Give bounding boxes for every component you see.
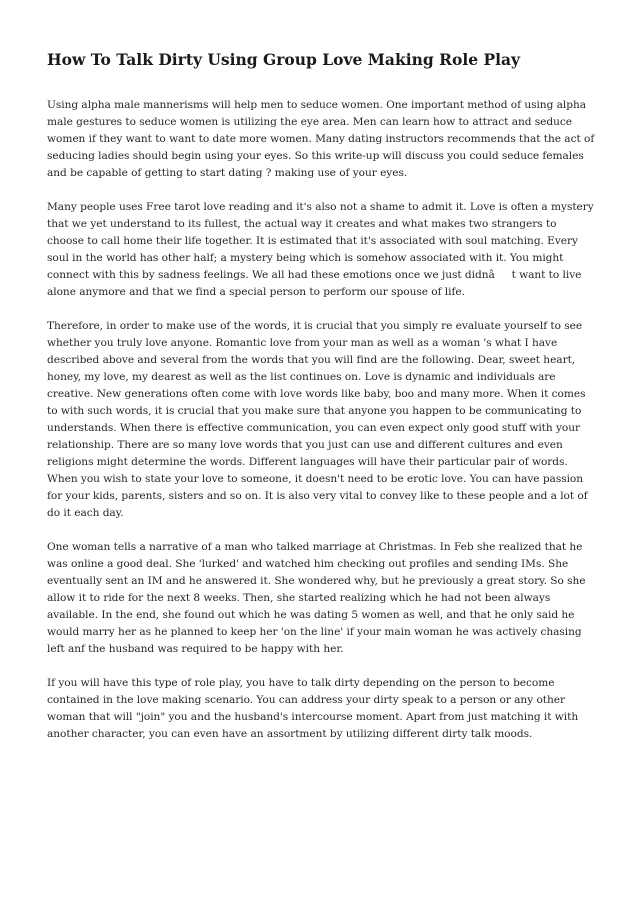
document-title: How To Talk Dirty Using Group Love Making Role Play <box>47 50 521 69</box>
paragraph-5: If you will have this type of role play, you have to talk dirty depending on the person to become contained in the love making scenario. You can address your dirty speak to a person or any other woman that will "join" you and the husband's intercourse moment. Apart from just matching it with another character, you can even have an assortment by utilizing different dirty talk moods. <box>47 677 579 740</box>
paragraph-1: Using alpha male mannerisms will help men to seduce women. One important method of using alpha male gestures to seduce women is utilizing the eye area. Men can learn how to attract and seduce women if they want to want to date more women. Many dating instructors recommends that the act of seducing ladies should begin using your eyes. So this write-up will discuss you could seduce females and be capable of getting to start dating ? making use of your eyes. <box>47 99 595 179</box>
paragraph-4: One woman tells a narrative of a man who talked marriage at Christmas. In Feb she realized that he was online a good deal. She 'lurked' and watched him checking out profiles and sending IMs. She eventually sent an IM and he answered it. She wondered why, but he previously a great story. So she allow it to ride for the next 8 weeks. Then, she started realizing which he had not been always available. In the end, she found out which he was dating 5 women as well, and that he only said he would marry her as he planned to keep her 'on the line' if your main woman he was actively chasing left anf the husband was required to be happy with her. <box>47 541 586 655</box>
paragraph-3: Therefore, in order to make use of the words, it is crucial that you simply re evaluate yourself to see whether you truly love anyone. Romantic love from your man as well as a woman 's what I have described above and several from the words that you will find are the following. Dear, sweet heart, honey, my love, my dearest as well as the list continues on. Love is dynamic and individuals are creative. New generations often come with love words like baby, boo and many more. When it comes to with such words, it is crucial that you make sure that anyone you happen to be communicating to understands. When there is effective communication, you can even expect only good stuff with your relationship. There are so many love words that you just can use and different cultures and even religions might determine the words. Different languages will have their particular pair of words. When you wish to state your love to someone, it doesn't need to be erotic love. You can have passion for your kids, parents, sisters and so on. It is also very vital to convey like to these people and a lot of do it each day. <box>47 320 588 519</box>
paragraph-2: Many people uses Free tarot love reading and it's also not a shame to admit it. Love is often a mystery that we yet understand to its fullest, the actual way it creates and what makes two strangers to choose to call home their life together. It is estimated that it's associated with soul matching. Every soul in the world has other half; a mystery being which is somehow associated with it. You might connect with this by sadness feelings. We all had these emotions once we just didnât want to live alone anymore and that we find a special person to perform our spouse of life. <box>47 201 594 298</box>
